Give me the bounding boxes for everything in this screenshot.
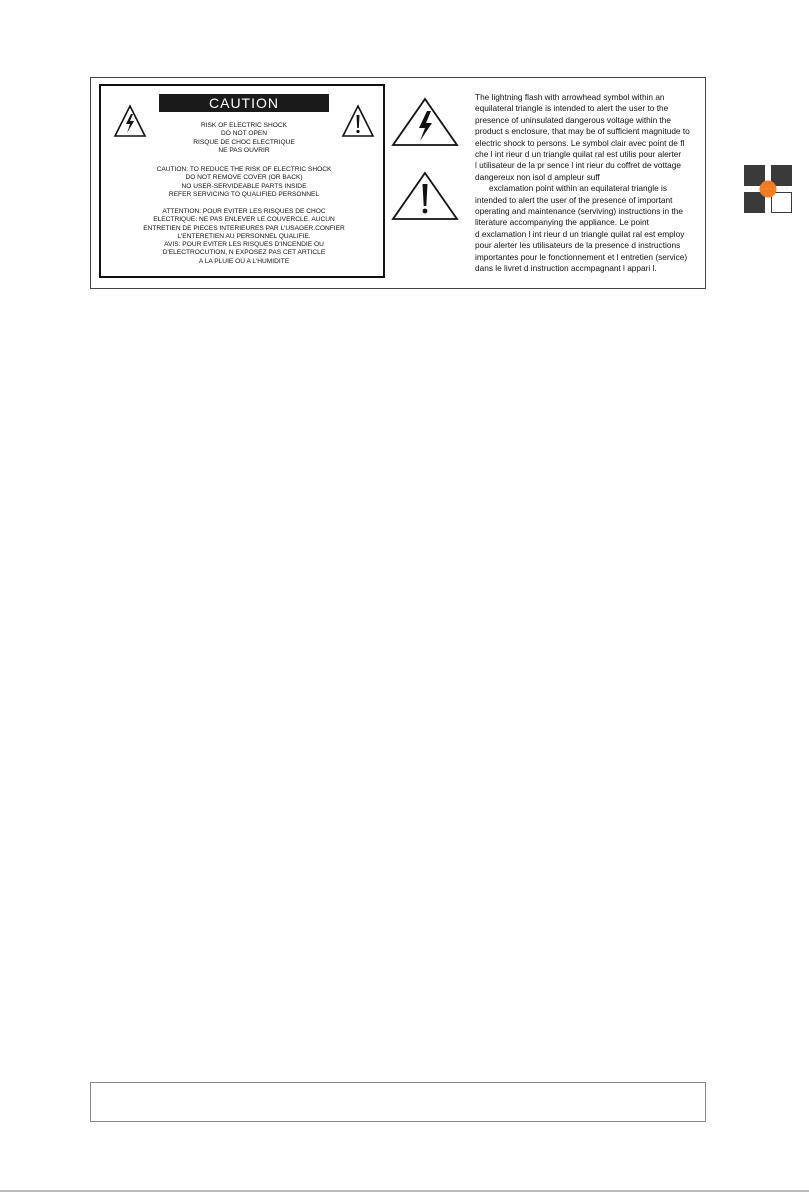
desc-line: dans le livret d instruction accmpagnant l appari l. (475, 263, 657, 274)
desc-line: intended to alert the user of the presence of important (475, 194, 673, 205)
panel-line: ENTRETIEN DE PIECES INTERIEURES PAR L'USAGER.CONFIER (143, 224, 345, 232)
desc-line: d exclamation l int rieur d un triangle quilat ral est employ (475, 228, 685, 239)
desc-line: presence of uninsulated dangerous voltage within the (475, 114, 672, 125)
panel-line: NE PAS OUVRIR (218, 146, 270, 154)
caution-title: CAUTION (159, 94, 329, 112)
desc-line: che l int rieur d un triangle quilat ral est utilis pour alerter (475, 149, 682, 160)
desc-line: pour alerter les utilisateurs de la presence d instructions (475, 240, 681, 251)
panel-line: ELECTRIQUE: NE PAS ENLEVER LE COUVERCLE. AUCUN (153, 216, 335, 224)
panel-line: D'ELECTROCUTION, N EXPOSEZ PAS CET ARTICLE (162, 249, 326, 257)
desc-line: literature accompanying the appliance. Le point (475, 217, 649, 228)
desc-line: electric shock to persons. Le symbol clair avec point de fl (475, 137, 685, 148)
lightning-warning-icon (389, 96, 461, 148)
caution-instructions (141, 166, 347, 199)
footer-note-box (90, 1082, 706, 1122)
panel-line: AVIS: POUR EVITER LES RISQUES D'INCENDIE OU (164, 241, 324, 249)
symbol-description (475, 92, 705, 275)
panel-line: DO NOT REMOVE COVER (OR BACK) (185, 174, 303, 182)
desc-line: product s enclosure, that may be of sufficient magnitude to (475, 126, 690, 137)
panel-line: CAUTION: TO REDUCE THE RISK OF ELECTRIC SHOCK (156, 166, 332, 173)
desc-line: importantes pour le fonctionnement et l entretien (service) (475, 251, 688, 262)
panel-line: A LA PLUIE OU A L'HUMIDITE (198, 257, 290, 265)
panel-line: DO NOT OPEN (220, 130, 268, 138)
exclamation-warning-icon (389, 170, 461, 222)
french-warning-text (141, 208, 347, 266)
desc-line: operating and maintenance (serviving) instructions in the (475, 206, 683, 217)
panel-line: L'ENTERETIEN AU PERSONNEL QUALIFIE. (177, 232, 311, 240)
panel-line: REFER SERVICING TO QUALIFIED PERSONNEL (168, 190, 320, 198)
panel-line: NO USER-SERVIDEABLE PARTS INSIDE (181, 182, 307, 190)
panel-line: ATTENTION: POUR EVITER LES RISQUES DE CHOC (162, 208, 326, 215)
desc-line: equilateral triangle is intended to alert the user to the (475, 103, 669, 114)
desc-line: dangereux non isol d ampleur suff (475, 171, 600, 182)
panel-line: RISK OF ELECTRIC SHOCK (200, 122, 288, 129)
shock-warning-text (141, 122, 347, 155)
panel-line: RISQUE DE CHOC ELECTRIQUE (193, 138, 295, 146)
desc-line: exclamation point within an equilateral triangle is (489, 183, 668, 194)
desc-line: l utilisateur de la pr sence l int rieur du coffret de vottage (475, 160, 682, 171)
caution-label-panel (99, 84, 385, 278)
desc-line: The lightning flash with arrowhead symbol within an (475, 92, 665, 102)
brand-logo-icon (744, 165, 792, 213)
